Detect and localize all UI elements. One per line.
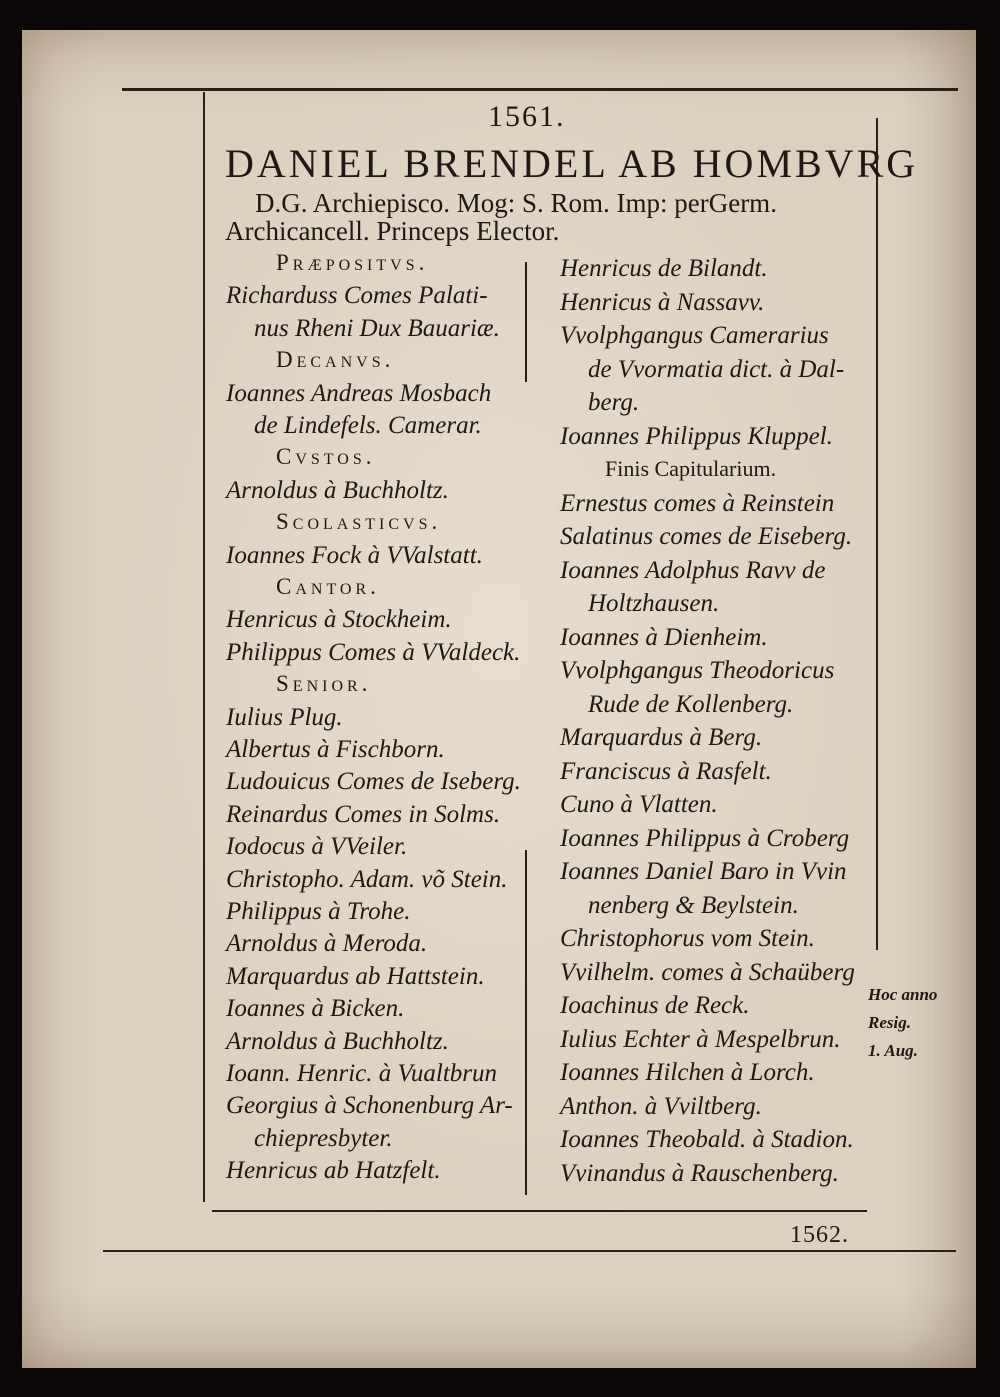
canon-entry: Vvolphgangus Camerarius <box>560 322 829 349</box>
canon-entry: Salatinus comes de Eiseberg. <box>560 523 853 550</box>
canon-entry: Vvilhelm. comes à Schaüberg <box>560 958 855 986</box>
canon-entry: Ioannes Andreas Mosbach <box>226 379 492 407</box>
canon-entry: Iulius Echter à Mespelbrun. <box>560 1025 841 1053</box>
canon-entry: Iodocus à VVeiler. <box>226 833 408 861</box>
canon-entry: Franciscus à Rasfelt. <box>560 757 772 785</box>
title-office: Archicancell. Princeps Elector. <box>225 216 560 246</box>
margin-note-line: Hoc anno <box>868 985 938 1004</box>
canon-entry: Ioannes Fock à VValstatt. <box>226 541 483 569</box>
top-rule <box>122 88 958 91</box>
canon-entry: Iulius Plug. <box>226 703 343 731</box>
canon-entry: Christopho. Adam. võ Stein. <box>226 865 508 893</box>
canon-entry: Ernestus comes à Reinstein <box>560 489 835 517</box>
canon-entry: Ludouicus Comes de Iseberg. <box>226 768 521 796</box>
year-heading: 1561. <box>488 100 566 133</box>
canon-entry: Christophorus vom Stein. <box>560 925 815 952</box>
margin-note-line: Resig. <box>868 1013 911 1032</box>
canon-entry: Albertus à Fischborn. <box>226 736 445 763</box>
office-heading: Cvstos. <box>276 444 376 470</box>
entry-continuation: nus Rheni Dux Bauariæ. <box>254 314 500 342</box>
canon-entry: Ioannes à Dienheim. <box>560 623 768 651</box>
canon-entry: Cuno à Vlatten. <box>560 791 718 818</box>
canon-entry: Marquardus ab Hattstein. <box>226 962 485 990</box>
canon-entry: Arnoldus à Meroda. <box>226 930 428 958</box>
office-heading: Scolasticvs. <box>276 509 442 535</box>
entry-continuation: Holtzhausen. <box>588 590 720 617</box>
entry-continuation: berg. <box>588 389 640 416</box>
canon-entry: Ioachinus de Reck. <box>560 992 750 1019</box>
canon-entry: Philippus Comes à VValdeck. <box>226 638 521 666</box>
canon-entry: Anthon. à Vviltberg. <box>560 1092 762 1120</box>
title-name: DANIEL BRENDEL AB HOMBVRG <box>225 141 919 186</box>
canon-entry: Henricus ab Hatzfelt. <box>226 1157 441 1185</box>
canon-entry: Ioannes Philippus à Croberg <box>560 824 850 852</box>
office-heading: Senior. <box>276 671 372 697</box>
entry-continuation: Rude de Kollenberg. <box>588 690 794 718</box>
canon-entry: Ioann. Henric. à Vualtbrun <box>226 1060 498 1087</box>
right-column <box>560 255 865 1205</box>
canon-entry: Marquardus à Berg. <box>560 724 763 751</box>
canon-entry: Arnoldus à Buchholtz. <box>226 1027 449 1055</box>
canon-entry: Ioannes à Bicken. <box>226 995 405 1023</box>
canon-entry: Arnoldus à Buchholtz. <box>226 476 449 504</box>
entry-continuation: chiepresbyter. <box>254 1124 393 1152</box>
canon-entry: Ioannes Theobald. à Stadion. <box>560 1126 854 1153</box>
entry-continuation: nenberg & Beylstein. <box>588 891 799 919</box>
canon-entry: Henricus à Nassavv. <box>560 288 765 316</box>
entry-continuation: de Lindefels. Camerar. <box>254 412 482 439</box>
canon-entry: Ioannes Philippus Kluppel. <box>560 422 833 450</box>
canon-entry: Reinardus Comes in Solms. <box>226 800 501 828</box>
canon-entry: Henricus de Bilandt. <box>560 255 768 282</box>
office-heading: Præpositvs. <box>276 250 429 275</box>
entry-continuation: de Vvormatia dict. à Dal- <box>588 355 845 383</box>
canon-entry: Vvolphgangus Theodoricus <box>560 657 835 684</box>
catchword-year: 1562. <box>790 1222 849 1248</box>
canon-entry: Ioannes Hilchen à Lorch. <box>560 1059 815 1086</box>
office-heading: Cantor. <box>276 574 380 599</box>
canon-entry: Richarduss Comes Palati- <box>226 282 488 310</box>
left-frame-rule <box>203 92 205 1202</box>
canon-entry: Philippus à Trohe. <box>226 898 411 925</box>
left-column <box>226 250 526 1205</box>
canon-entry: Henricus à Stockheim. <box>226 606 452 634</box>
text-bottom-rule <box>212 1210 867 1212</box>
page-bottom-rule <box>103 1250 956 1252</box>
canon-entry: Vvinandus à Rauschenberg. <box>560 1159 839 1187</box>
section-end-note: Finis Capitularium. <box>605 456 777 481</box>
canon-entry: Georgius à Schonenburg Ar- <box>226 1092 513 1120</box>
canon-entry: Ioannes Adolphus Ravv de <box>560 556 826 584</box>
right-frame-rule <box>876 118 878 950</box>
office-heading: Decanvs. <box>276 347 395 373</box>
margin-note-line: 1. Aug. <box>868 1041 918 1060</box>
canon-entry: Ioannes Daniel Baro in Vvin <box>560 858 847 885</box>
title-dignity: D.G. Archiepisco. Mog: S. Rom. Imp: perGerm. <box>255 188 777 218</box>
